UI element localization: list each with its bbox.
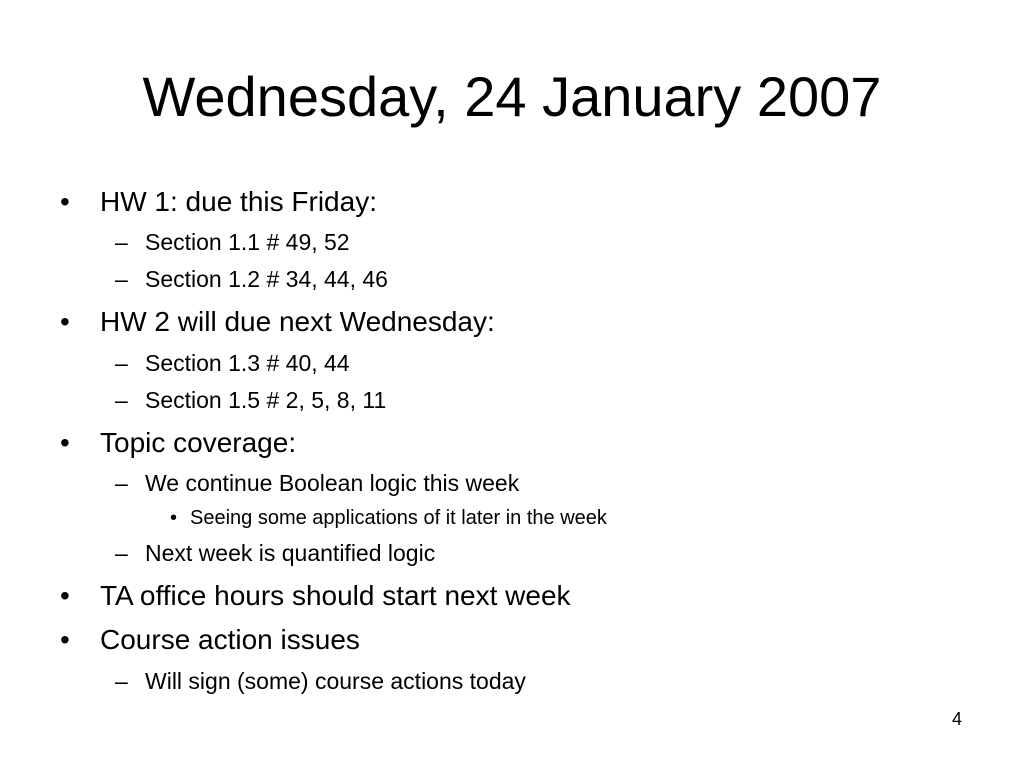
sub-bullet-text: Section 1.5 # 2, 5, 8, 11 xyxy=(145,387,387,413)
bullet-marker: • xyxy=(60,186,70,217)
sub-bullet-text: Section 1.1 # 49, 52 xyxy=(145,229,350,255)
sub-bullet-text: Next week is quantified logic xyxy=(145,540,436,566)
bullet-text: HW 2 will due next Wednesday: xyxy=(100,306,495,337)
dash-marker: – xyxy=(115,387,128,413)
bullet-marker: • xyxy=(60,624,70,655)
bullet-text: Topic coverage: xyxy=(100,427,297,458)
dash-marker: – xyxy=(115,229,128,255)
bullet-marker: • xyxy=(60,427,70,458)
bullet-marker: • xyxy=(60,580,70,611)
dash-marker: – xyxy=(115,470,128,496)
sub-bullet-text: Will sign (some) course actions today xyxy=(145,668,526,694)
bullet-text: Course action issues xyxy=(100,624,360,655)
dash-marker: – xyxy=(115,266,128,292)
sub-bullet-text: Section 1.3 # 40, 44 xyxy=(145,350,350,376)
sub-bullet-text: We continue Boolean logic this week xyxy=(145,470,520,496)
bullet-text: HW 1: due this Friday: xyxy=(100,186,377,217)
dash-marker: – xyxy=(115,668,128,694)
dash-marker: – xyxy=(115,350,128,376)
dash-marker: – xyxy=(115,540,128,566)
sub-sub-bullet-text: Seeing some applications of it later in the week xyxy=(190,507,607,529)
slide-title: Wednesday, 24 January 2007 xyxy=(142,65,882,128)
bullet-marker: • xyxy=(60,306,70,337)
bullet-marker: • xyxy=(170,507,178,529)
page-number: 4 xyxy=(951,709,962,729)
sub-bullet-text: Section 1.2 # 34, 44, 46 xyxy=(145,266,388,292)
bullet-text: TA office hours should start next week xyxy=(100,580,571,611)
